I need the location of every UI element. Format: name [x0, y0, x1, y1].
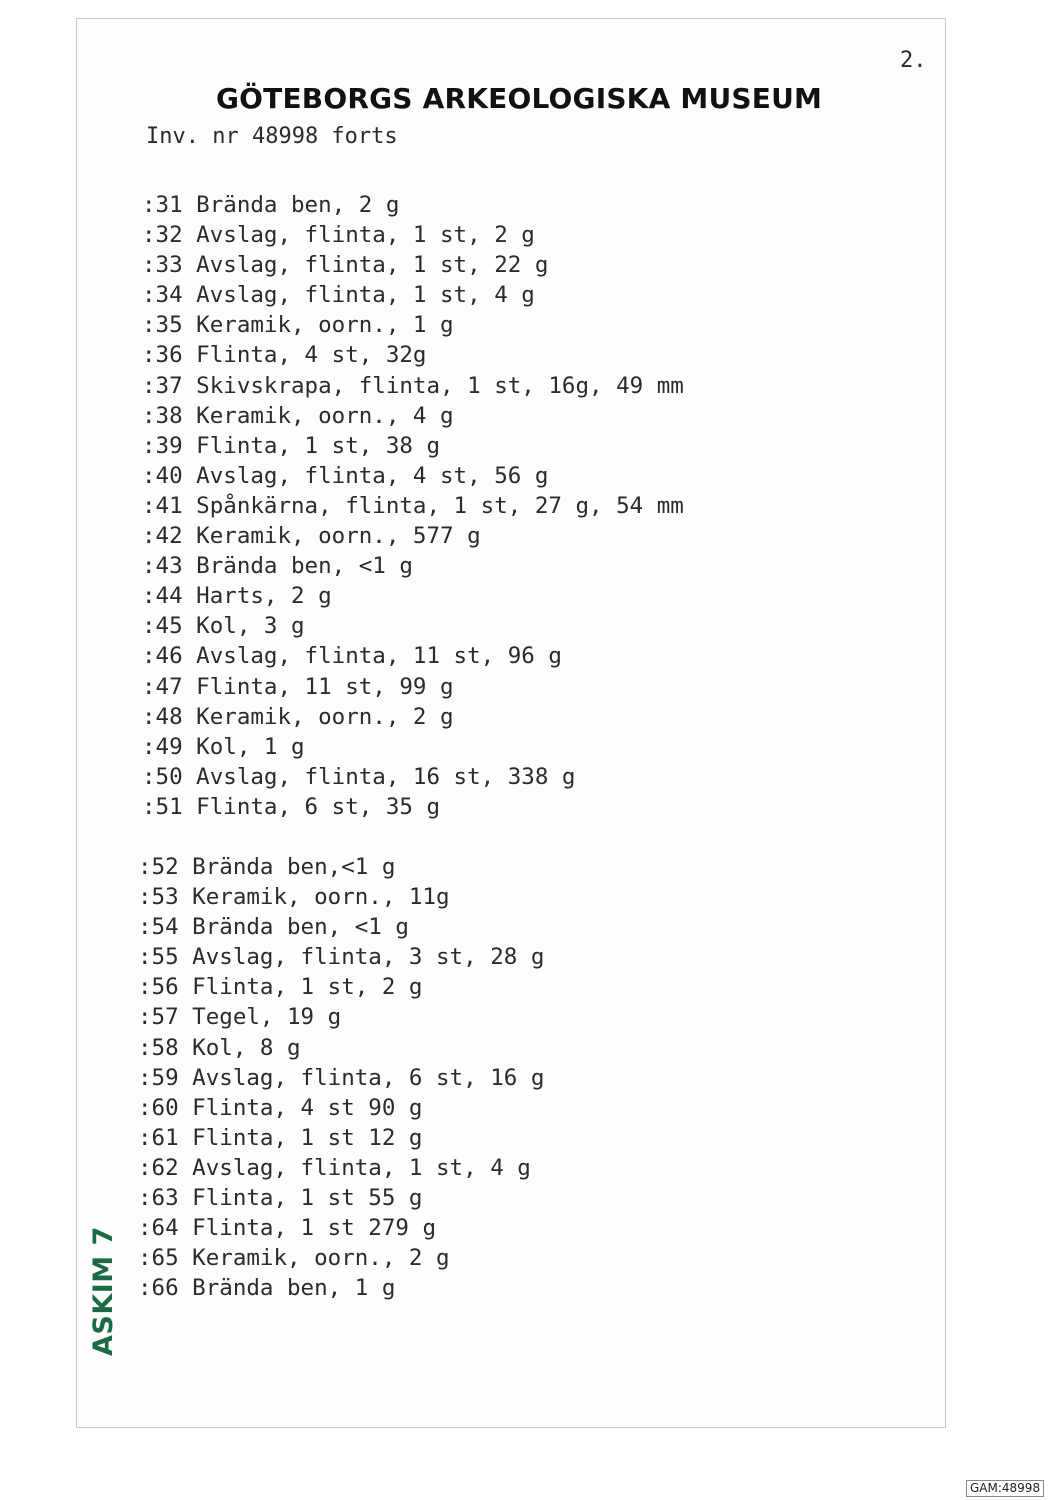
inventory-entry: :37 Skivskrapa, flinta, 1 st, 16g, 49 mm [142, 372, 684, 399]
inventory-entry: :31 Brända ben, 2 g [142, 192, 400, 218]
inventory-entry: :56 Flinta, 1 st, 2 g [138, 974, 423, 1001]
inventory-entry: :39 Flinta, 1 st, 38 g [142, 432, 441, 459]
inventory-entry: :54 Brända ben, <1 g [138, 914, 409, 941]
inventory-entry: :47 Flinta, 11 st, 99 g [142, 673, 454, 700]
inventory-entry: :63 Flinta, 1 st 55 g [138, 1185, 423, 1212]
inventory-number: Inv. nr 48998 forts [146, 124, 398, 149]
inventory-entry: :59 Avslag, flinta, 6 st, 16 g [138, 1064, 545, 1091]
inventory-entry: :33 Avslag, flinta, 1 st, 22 g [142, 252, 549, 279]
inventory-entry: :61 Flinta, 1 st 12 g [138, 1124, 423, 1151]
inventory-entry: :45 Kol, 3 g [142, 613, 305, 640]
inventory-entry: :49 Kol, 1 g [142, 733, 305, 760]
inventory-entry: :51 Flinta, 6 st, 35 g [142, 793, 441, 820]
inventory-entry: :65 Keramik, oorn., 2 g [138, 1245, 450, 1272]
inventory-entry: :62 Avslag, flinta, 1 st, 4 g [138, 1154, 531, 1181]
inventory-entry: :52 Brända ben,<1 g [138, 854, 396, 880]
inventory-entry: :38 Keramik, oorn., 4 g [142, 402, 454, 429]
inventory-entry: :53 Keramik, oorn., 11g [138, 884, 450, 911]
page-number: 2. [900, 48, 927, 73]
entry-list-2 [138, 852, 544, 1303]
inventory-entry: :35 Keramik, oorn., 1 g [142, 312, 454, 339]
inventory-entry: :48 Keramik, oorn., 2 g [142, 703, 454, 730]
inventory-entry: :66 Brända ben, 1 g [138, 1275, 396, 1302]
inventory-entry: :46 Avslag, flinta, 11 st, 96 g [142, 643, 562, 670]
inventory-entry: :44 Harts, 2 g [142, 583, 332, 610]
site-stamp: ASKIM 7 [88, 1226, 119, 1356]
inventory-entry: :57 Tegel, 19 g [138, 1004, 342, 1031]
inventory-entry: :60 Flinta, 4 st 90 g [138, 1094, 423, 1121]
inventory-entry: :64 Flinta, 1 st 279 g [138, 1215, 437, 1242]
inventory-entry: :40 Avslag, flinta, 4 st, 56 g [142, 462, 549, 489]
inventory-entry: :36 Flinta, 4 st, 32g [142, 342, 427, 369]
catalog-reference: GAM:48998 [966, 1480, 1044, 1497]
inventory-entry: :55 Avslag, flinta, 3 st, 28 g [138, 944, 545, 971]
entry-list-1 [142, 190, 684, 822]
inventory-entry: :32 Avslag, flinta, 1 st, 2 g [142, 222, 535, 249]
museum-title: GÖTEBORGS ARKEOLOGISKA MUSEUM [216, 82, 823, 115]
inventory-entry: :42 Keramik, oorn., 577 g [142, 523, 481, 550]
inventory-entry: :43 Brända ben, <1 g [142, 553, 413, 580]
inventory-entry: :58 Kol, 8 g [138, 1034, 301, 1061]
inventory-entry: :34 Avslag, flinta, 1 st, 4 g [142, 282, 535, 309]
inventory-entry: :50 Avslag, flinta, 16 st, 338 g [142, 763, 576, 790]
inventory-entry: :41 Spånkärna, flinta, 1 st, 27 g, 54 mm [142, 492, 684, 519]
